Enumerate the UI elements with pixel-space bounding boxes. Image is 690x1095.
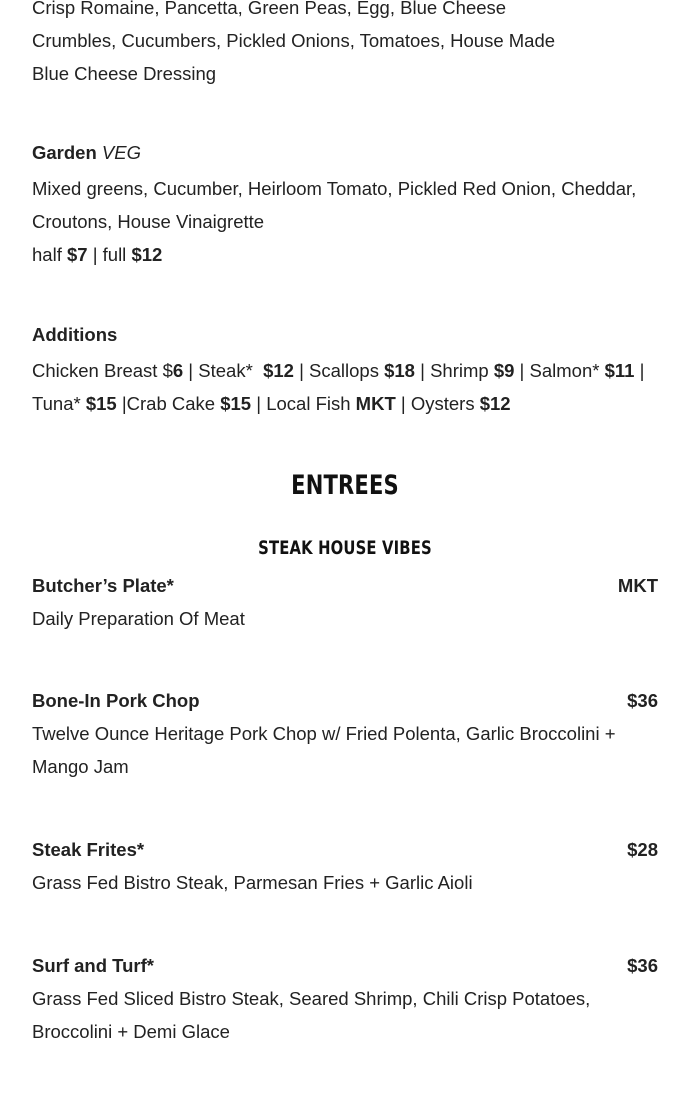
menu-item-header <box>32 954 658 978</box>
veg-tag: VEG <box>101 142 141 163</box>
menu-item <box>32 689 658 783</box>
menu-item <box>32 838 658 899</box>
addition-price: $15 <box>85 393 117 414</box>
addition-name: Salmon* <box>529 360 600 381</box>
menu-item <box>32 954 658 1048</box>
addition-price: $15 <box>220 393 252 414</box>
addition-price: MKT <box>355 393 396 414</box>
additions-list: Chicken Breast $6 | Steak* $12 | Scallops $18 | Shrimp $9 | Salmon* $11 | Tuna* $15 |Crab Cake $15 | Local Fish MKT | Oysters $12 <box>32 360 645 414</box>
addition-name: Chicken Breast $ <box>32 360 173 381</box>
addition-price: $9 <box>493 360 515 381</box>
garden-salad-section <box>32 141 658 271</box>
addition-price: $18 <box>384 360 415 381</box>
addition-name: Tuna* <box>32 393 81 414</box>
menu-item-name: Butcher’s Plate* <box>32 575 174 596</box>
steak-house-subheading: STEAK HOUSE VIBES <box>258 537 432 559</box>
addition-price: $11 <box>604 360 635 381</box>
menu-item-name: Bone-In Pork Chop <box>32 690 200 711</box>
menu-item-price: MKT <box>617 575 658 596</box>
menu-item-description: Crisp Romaine, Pancetta, Green Peas, Egg, Blue Cheese Crumbles, Cucumbers, Pickled Onions, Tomatoes, House Made Blue Cheese Dressing <box>32 0 556 84</box>
addition-price: 6 <box>172 360 184 381</box>
menu-item-description: Twelve Ounce Heritage Pork Chop w/ Fried Polenta, Garlic Broccolini + Mango Jam <box>32 723 616 777</box>
menu-item-title <box>32 141 658 165</box>
caesar-salad-section <box>32 0 658 90</box>
addition-price: $12 <box>263 360 294 381</box>
menu-item-header <box>32 574 658 598</box>
menu-item-header <box>32 838 658 862</box>
full-price: $12 <box>131 244 163 265</box>
entrees-heading: ENTREES <box>291 470 399 501</box>
menu-item-description: Mixed greens, Cucumber, Heirloom Tomato, Pickled Red Onion, Cheddar, Croutons, House Vinaigrette <box>32 178 637 232</box>
menu-item <box>32 574 658 635</box>
addition-name: Local Fish <box>266 393 351 414</box>
menu-item-price: $36 <box>627 955 658 976</box>
menu-item-price: $28 <box>627 839 658 860</box>
addition-name: Steak* <box>198 360 253 381</box>
addition-name: Shrimp <box>430 360 489 381</box>
additions-section <box>32 323 658 420</box>
menu-item-price: $36 <box>627 690 658 711</box>
addition-name: Oysters <box>410 393 475 414</box>
menu-item-header <box>32 689 658 713</box>
menu-item-name: Surf and Turf* <box>32 955 154 976</box>
menu-item-description: Daily Preparation Of Meat <box>32 608 245 629</box>
menu-item-name: Garden <box>32 142 97 163</box>
additions-title: Additions <box>32 324 118 345</box>
price-separator: | <box>92 244 98 265</box>
addition-name: Crab Cake <box>126 393 216 414</box>
half-price: $7 <box>66 244 88 265</box>
addition-name: Scallops <box>309 360 379 381</box>
menu-item-description: Grass Fed Bistro Steak, Parmesan Fries + Garlic Aioli <box>32 872 473 893</box>
addition-price: $12 <box>479 393 511 414</box>
full-label: full <box>102 244 127 265</box>
half-label: half <box>32 244 62 265</box>
size-pricing <box>32 238 658 271</box>
menu-item-description: Grass Fed Sliced Bistro Steak, Seared Shrimp, Chili Crisp Potatoes, Broccolini + Demi Glace <box>32 988 591 1042</box>
menu-item-name: Steak Frites* <box>32 839 145 860</box>
